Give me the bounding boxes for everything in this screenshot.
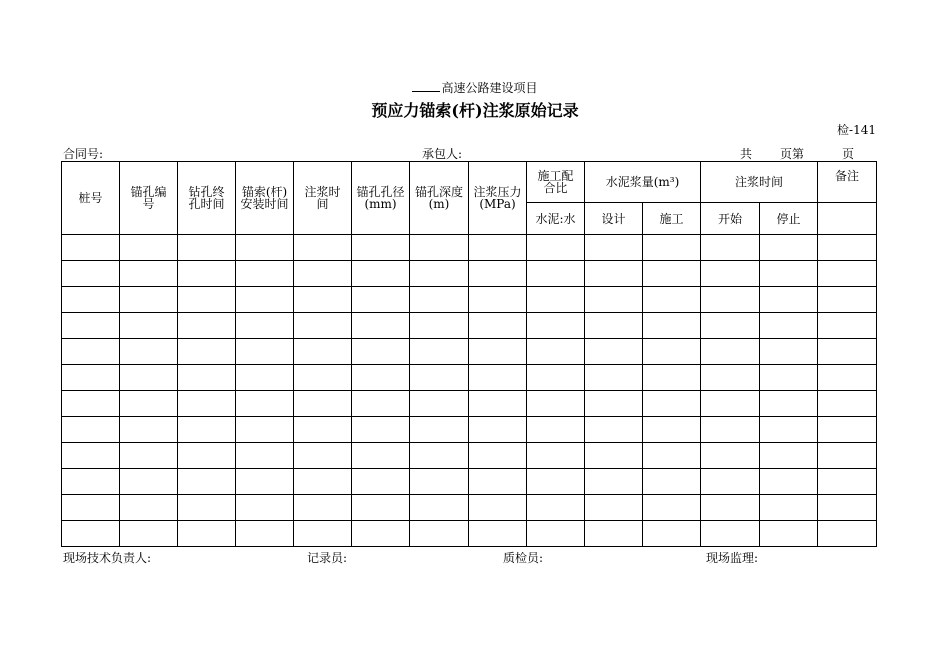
table-cell[interactable] (62, 235, 120, 261)
table-cell[interactable] (701, 339, 760, 365)
table-cell[interactable] (469, 443, 527, 469)
table-cell[interactable] (352, 313, 410, 339)
table-cell[interactable] (701, 365, 760, 391)
table-cell[interactable] (120, 235, 178, 261)
table-cell[interactable] (643, 287, 701, 313)
table-cell[interactable] (120, 287, 178, 313)
table-cell[interactable] (410, 287, 469, 313)
col-mix-ratio: 施工配合比 (527, 162, 585, 203)
table-cell[interactable] (62, 521, 120, 547)
table-cell[interactable] (760, 261, 818, 287)
table-cell[interactable] (469, 339, 527, 365)
table-cell[interactable] (236, 417, 294, 443)
table-cell[interactable] (178, 417, 236, 443)
table-cell[interactable] (62, 287, 120, 313)
col-pile-no: 桩号 (62, 162, 120, 235)
table-row (62, 287, 877, 313)
table-cell[interactable] (469, 521, 527, 547)
table-cell[interactable] (818, 287, 877, 313)
table-cell[interactable] (352, 443, 410, 469)
table-row (62, 339, 877, 365)
table-cell[interactable] (527, 495, 585, 521)
project-name-line (0, 79, 950, 96)
table-cell[interactable] (643, 261, 701, 287)
table-cell[interactable] (701, 521, 760, 547)
table-cell[interactable] (760, 313, 818, 339)
table-cell[interactable] (352, 391, 410, 417)
table-cell[interactable] (818, 261, 877, 287)
table-cell[interactable] (585, 235, 643, 261)
table-cell[interactable] (527, 339, 585, 365)
table-cell[interactable] (643, 365, 701, 391)
col-construction: 施工 (643, 203, 701, 235)
table-cell[interactable] (527, 261, 585, 287)
table-cell[interactable] (701, 443, 760, 469)
table-cell[interactable] (120, 391, 178, 417)
table-cell[interactable] (410, 261, 469, 287)
table-cell[interactable] (120, 521, 178, 547)
table-cell[interactable] (701, 417, 760, 443)
table-cell[interactable] (818, 235, 877, 261)
table-cell[interactable] (294, 495, 352, 521)
table-row (62, 417, 877, 443)
table-cell[interactable] (178, 521, 236, 547)
table-cell[interactable] (352, 365, 410, 391)
table-cell[interactable] (120, 365, 178, 391)
table-cell[interactable] (120, 469, 178, 495)
table-cell[interactable] (352, 261, 410, 287)
col-mix-ratio-sub: 水泥:水 (527, 203, 585, 235)
table-cell[interactable] (410, 469, 469, 495)
table-row (62, 391, 877, 417)
table-cell[interactable] (818, 417, 877, 443)
table-cell[interactable] (818, 313, 877, 339)
table-cell[interactable] (352, 417, 410, 443)
table-cell[interactable] (294, 339, 352, 365)
table-cell[interactable] (120, 339, 178, 365)
table-cell[interactable] (818, 391, 877, 417)
table-cell[interactable] (760, 391, 818, 417)
table-cell[interactable] (701, 469, 760, 495)
table-cell[interactable] (585, 469, 643, 495)
table-cell[interactable] (236, 495, 294, 521)
table-cell[interactable] (643, 443, 701, 469)
table-cell[interactable] (294, 521, 352, 547)
tech-lead-label: 现场技术负责人: (63, 551, 152, 565)
table-cell[interactable] (236, 521, 294, 547)
table-cell[interactable] (62, 391, 120, 417)
table-cell[interactable] (585, 391, 643, 417)
header-row-1 (62, 162, 877, 203)
table-cell[interactable] (818, 365, 877, 391)
table-cell[interactable] (469, 391, 527, 417)
col-start: 开始 (701, 203, 760, 235)
table-cell[interactable] (527, 417, 585, 443)
table-row (62, 495, 877, 521)
table-cell[interactable] (178, 495, 236, 521)
table-cell[interactable] (352, 469, 410, 495)
table-cell[interactable] (410, 521, 469, 547)
table-cell[interactable] (410, 313, 469, 339)
table-cell[interactable] (294, 469, 352, 495)
table-cell[interactable] (236, 469, 294, 495)
table-cell[interactable] (818, 495, 877, 521)
table-cell[interactable] (585, 287, 643, 313)
table-cell[interactable] (469, 365, 527, 391)
table-cell[interactable] (62, 443, 120, 469)
table-cell[interactable] (120, 313, 178, 339)
table-cell[interactable] (585, 261, 643, 287)
table-cell[interactable] (178, 235, 236, 261)
table-cell[interactable] (585, 339, 643, 365)
table-cell[interactable] (352, 235, 410, 261)
table-cell[interactable] (410, 365, 469, 391)
table-cell[interactable] (120, 417, 178, 443)
table-cell[interactable] (760, 287, 818, 313)
table-cell[interactable] (643, 417, 701, 443)
table-cell[interactable] (236, 313, 294, 339)
table-cell[interactable] (294, 235, 352, 261)
table-cell[interactable] (527, 469, 585, 495)
table-row (62, 469, 877, 495)
table-cell[interactable] (701, 313, 760, 339)
table-cell[interactable] (352, 495, 410, 521)
supervisor-label: 现场监理: (706, 551, 759, 565)
table-cell[interactable] (62, 365, 120, 391)
table-cell[interactable] (469, 417, 527, 443)
table-row (62, 235, 877, 261)
table-cell[interactable] (760, 443, 818, 469)
table-cell[interactable] (294, 261, 352, 287)
table-cell[interactable] (236, 339, 294, 365)
table-cell[interactable] (760, 469, 818, 495)
table-cell[interactable] (701, 391, 760, 417)
table-cell[interactable] (643, 339, 701, 365)
table-cell[interactable] (294, 365, 352, 391)
table-cell[interactable] (760, 235, 818, 261)
table-cell[interactable] (643, 521, 701, 547)
col-design: 设计 (585, 203, 643, 235)
table-cell[interactable] (585, 443, 643, 469)
table-cell[interactable] (701, 261, 760, 287)
table-cell[interactable] (701, 235, 760, 261)
table-cell[interactable] (818, 521, 877, 547)
table-cell[interactable] (294, 391, 352, 417)
page-total-label: 共 (740, 147, 753, 161)
table-cell[interactable] (585, 495, 643, 521)
table-cell[interactable] (760, 365, 818, 391)
table-cell[interactable] (701, 495, 760, 521)
table-cell[interactable] (62, 261, 120, 287)
table-cell[interactable] (469, 261, 527, 287)
table-cell[interactable] (62, 469, 120, 495)
table-cell[interactable] (178, 287, 236, 313)
table-cell[interactable] (469, 287, 527, 313)
table-cell[interactable] (585, 365, 643, 391)
table-cell[interactable] (236, 261, 294, 287)
table-cell[interactable] (294, 417, 352, 443)
col-hole-depth: 锚孔深度(m) (410, 162, 469, 235)
table-cell[interactable] (120, 495, 178, 521)
table-row (62, 521, 877, 547)
table-row (62, 261, 877, 287)
col-cement-volume: 水泥浆量(m³) (585, 162, 701, 203)
table-cell[interactable] (62, 417, 120, 443)
table-cell[interactable] (643, 313, 701, 339)
col-drill-end-time: 钻孔终孔时间 (178, 162, 236, 235)
table-cell[interactable] (62, 495, 120, 521)
project-suffix: 高速公路建设项目 (441, 81, 538, 95)
table-cell[interactable] (760, 521, 818, 547)
page-end-label: 页 (842, 147, 855, 161)
table-cell[interactable] (643, 469, 701, 495)
data-rows (62, 235, 877, 547)
table-cell[interactable] (760, 339, 818, 365)
remarks-sub-cell[interactable] (818, 203, 877, 235)
contractor-label: 承包人: (422, 147, 463, 161)
col-grouting-time: 注浆时间 (701, 162, 818, 203)
table-cell[interactable] (178, 469, 236, 495)
table-cell[interactable] (527, 443, 585, 469)
table-cell[interactable] (352, 521, 410, 547)
table-cell[interactable] (469, 495, 527, 521)
col-remarks: 备注 (818, 162, 877, 203)
page-mid-label: 页第 (780, 147, 805, 161)
col-grout-pressure: 注浆压力(MPa) (469, 162, 527, 235)
col-grout-time: 注浆时间 (294, 162, 352, 235)
col-stop: 停止 (760, 203, 818, 235)
table-cell[interactable] (643, 391, 701, 417)
table-cell[interactable] (62, 339, 120, 365)
table-cell[interactable] (236, 235, 294, 261)
project-name-blank[interactable] (412, 80, 440, 92)
table-cell[interactable] (643, 235, 701, 261)
table-cell[interactable] (178, 391, 236, 417)
table-cell[interactable] (469, 313, 527, 339)
table-cell[interactable] (178, 313, 236, 339)
table-cell[interactable] (294, 313, 352, 339)
table-cell[interactable] (410, 391, 469, 417)
table-cell[interactable] (585, 521, 643, 547)
recorder-label: 记录员: (307, 551, 348, 565)
table-cell[interactable] (469, 469, 527, 495)
table-cell[interactable] (760, 495, 818, 521)
table-cell[interactable] (760, 417, 818, 443)
table-cell[interactable] (178, 261, 236, 287)
table-cell[interactable] (527, 521, 585, 547)
grouting-record-table (61, 161, 877, 547)
table-cell[interactable] (818, 469, 877, 495)
table-cell[interactable] (236, 365, 294, 391)
form-code: 检-141 (837, 123, 876, 137)
inspector-label: 质检员: (503, 551, 544, 565)
table-cell[interactable] (120, 261, 178, 287)
table-cell[interactable] (120, 443, 178, 469)
table-cell[interactable] (527, 391, 585, 417)
col-hole-diameter: 锚孔孔径(mm) (352, 162, 410, 235)
table-cell[interactable] (818, 443, 877, 469)
form-title: 预应力锚索(杆)注浆原始记录 (371, 101, 579, 120)
table-cell[interactable] (818, 339, 877, 365)
table-cell[interactable] (62, 313, 120, 339)
table-cell[interactable] (701, 287, 760, 313)
table-cell[interactable] (469, 235, 527, 261)
table-cell[interactable] (236, 391, 294, 417)
table-row (62, 365, 877, 391)
table-cell[interactable] (410, 495, 469, 521)
table-cell[interactable] (410, 417, 469, 443)
table-row (62, 443, 877, 469)
table-cell[interactable] (585, 417, 643, 443)
table-cell[interactable] (410, 443, 469, 469)
table-cell[interactable] (178, 365, 236, 391)
table-cell[interactable] (178, 339, 236, 365)
col-install-time: 锚索(杆)安装时间 (236, 162, 294, 235)
table-cell[interactable] (410, 339, 469, 365)
contract-no-label: 合同号: (63, 147, 104, 161)
col-hole-no: 锚孔编号 (120, 162, 178, 235)
table-cell[interactable] (643, 495, 701, 521)
table-cell[interactable] (294, 287, 352, 313)
table-cell[interactable] (527, 287, 585, 313)
table-cell[interactable] (527, 313, 585, 339)
table-cell[interactable] (585, 313, 643, 339)
table-cell[interactable] (236, 443, 294, 469)
table-cell[interactable] (352, 287, 410, 313)
table-row (62, 313, 877, 339)
table-cell[interactable] (178, 443, 236, 469)
table-cell[interactable] (410, 235, 469, 261)
table-cell[interactable] (352, 339, 410, 365)
table-cell[interactable] (294, 443, 352, 469)
table-cell[interactable] (527, 365, 585, 391)
table-cell[interactable] (236, 287, 294, 313)
table-cell[interactable] (527, 235, 585, 261)
